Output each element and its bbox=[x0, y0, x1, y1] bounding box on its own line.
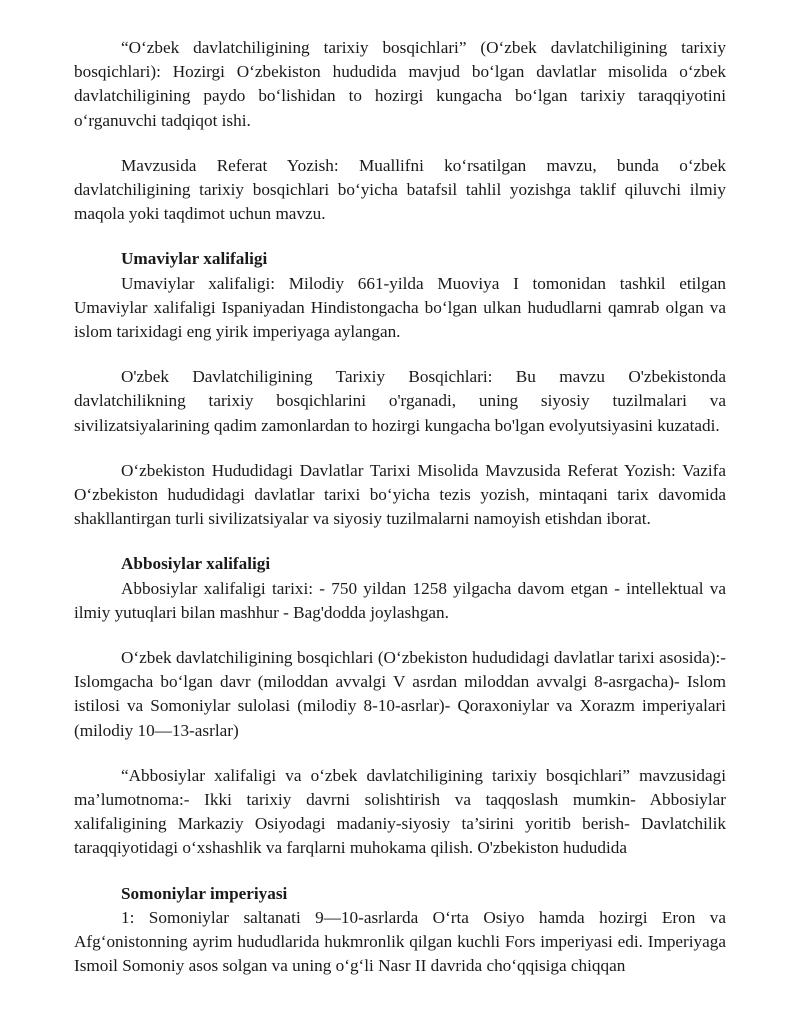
paragraph-abbosiylar: Abbosiylar xalifaligi tarixi: - 750 yildan 1258 yilgacha davom etgan - intellektual va ilmiy yutuqlari bilan mashhur - Bag'dodda joylashgan. bbox=[74, 578, 726, 622]
paragraph-davlatchilik-stages: O'zbek Davlatchiligining Tarixiy Bosqichlari: Bu mavzu O'zbekistonda davlatchilikning tarixiy bosqichlarini o'rganadi, uning siyosiy tuzilmalari va sivilizatsiyalarining qadim zamonlardan to hozirgi kungacha bo'lgan evolyutsiyasini kuzatadi. bbox=[74, 367, 726, 435]
paragraph-umaviylar: Umaviylar xalifaligi: Milodiy 661-yilda Muoviya I tomonidan tashkil etilgan Umaviylar xalifaligi Ispaniyadan Hindistongacha bo‘lgan ulkan hududlarni qamrab olgan va islom tarixidagi eng yirik imperiyaga aylangan. bbox=[74, 273, 726, 342]
heading-somoniylar: Somoniylar imperiyasi bbox=[121, 883, 288, 903]
paragraph-stages-list: O‘zbek davlatchiligining bosqichlari (O‘zbekiston hududidagi davlatlar tarixi asosida):- Islomgacha bo‘lgan davr (miloddan avvalgi V asrdan miloddan avvalgi 8-asrgacha)- Islom istilosi va Somoniylar sulolasi (milodiy 8-10-asrlar)- Qoraxoniylar va Xorazm imperiyalari (milodiy 10—13-asrlar) bbox=[74, 648, 726, 740]
document-page bbox=[74, 36, 726, 979]
paragraph-somoniylar: 1: Somoniylar saltanati 9—10-asrlarda O‘rta Osiyo hamda hozirgi Eron va Afg‘onistonning ayrim hududlarida hukmronlik qilgan kuchli Fors imperiyasi edi. Imperiyaga Ismoil Somoniy asos solgan va uning o‘g‘li Nasr II davrida cho‘qqisiga chiqqan bbox=[74, 907, 726, 976]
paragraph-intro: “O‘zbek davlatchiligining tarixiy bosqichlari” (O‘zbek davlatchiligining tarixiy bosqichlari): Hozirgi O‘zbekiston hududida mavjud bo‘lgan davlatlar misolida o‘zbek davlatchiligining paydo bo‘lishidan to hozirgi kungacha bo‘lgan tarixiy taraqqiyotini o‘rganuvchi tadqiqot ishi. bbox=[74, 38, 726, 130]
paragraph-referat-task: O‘zbekiston Hududidagi Davlatlar Tarixi Misolida Mavzusida Referat Yozish: Vazifa O‘zbekiston hududidagi davlatlar tarixi bo‘yicha tezis yozish, mintaqani tarix davomida shakllantirgan turli sivilizatsiyalar va siyosiy tuzilmalarni namoyish etishdan iborat. bbox=[74, 460, 726, 529]
paragraph-reference: “Abbosiylar xalifaligi va o‘zbek davlatchiligining tarixiy bosqichlari” mavzusidagi ma’lumotnoma:- Ikki tarixiy davrni solishtirish va taqqoslash mumkin- Abbosiylar xalifaligining Markaziy Osiyodagi madaniy-siyosiy ta’sirini yoritib berish- Davlatchilik taraqqiyotidagi o‘xshashlik va farqlarni muhokama qilish. O'zbekiston hududida bbox=[74, 765, 726, 858]
heading-abbosiylar: Abbosiylar xalifaligi bbox=[121, 554, 271, 574]
paragraph-topic: Mavzusida Referat Yozish: Muallifni ko‘rsatilgan mavzu, bunda o‘zbek davlatchiligining tarixiy bosqichlari bo‘yicha batafsil tahlil yozishga taklif qiluvchi ilmiy maqola yoki taqdimot uchun mavzu. bbox=[74, 155, 726, 224]
heading-umaviylar: Umaviylar xalifaligi bbox=[121, 249, 268, 269]
